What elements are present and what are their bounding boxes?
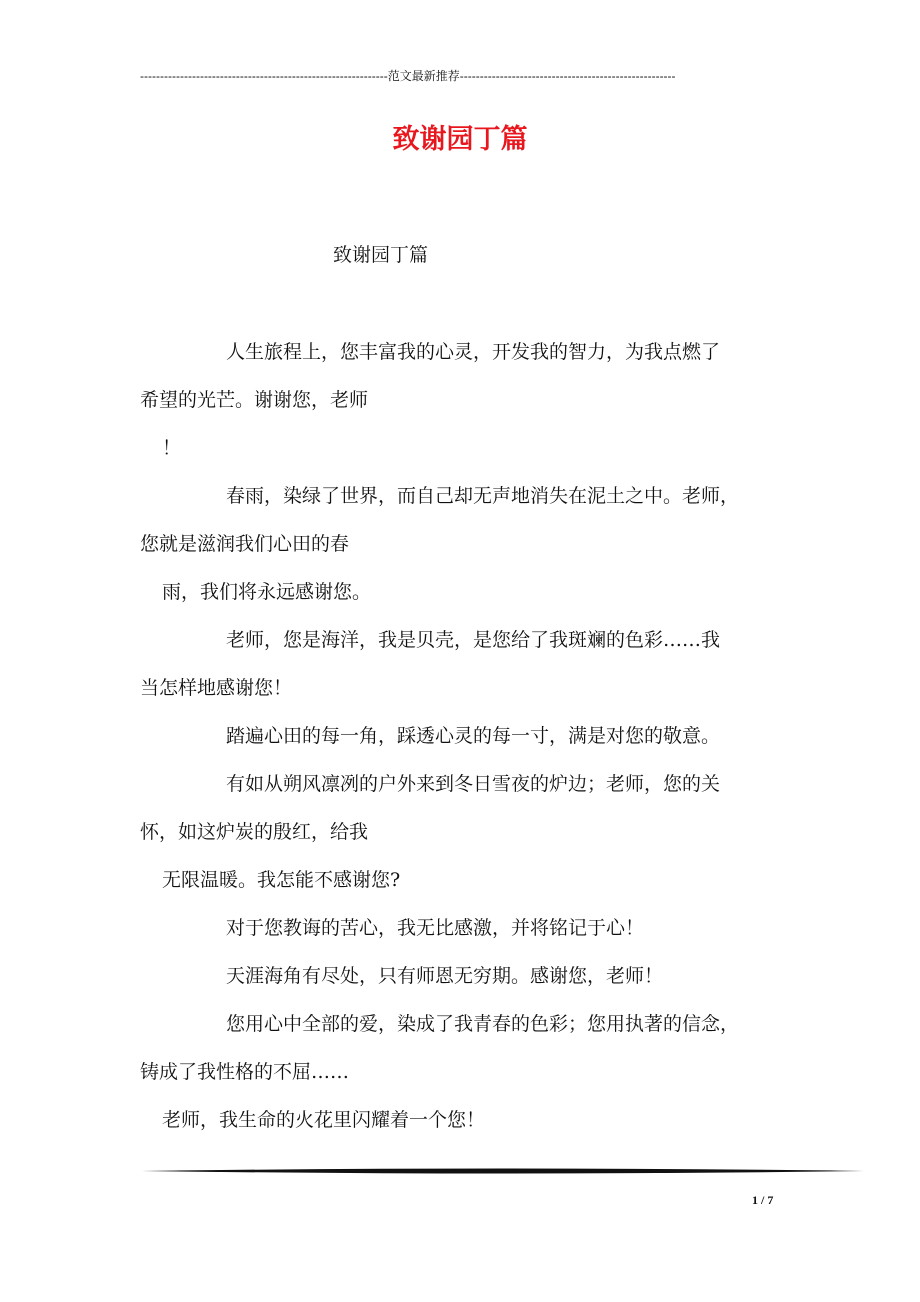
paragraph-line: 老师，您是海洋，我是贝壳，是您给了我斑斓的色彩……我 xyxy=(226,629,721,651)
paragraph-line: 人生旅程上，您丰富我的心灵，开发我的智力，为我点燃了 xyxy=(226,341,721,363)
document-body xyxy=(140,334,790,1150)
paragraph-line: ！ xyxy=(162,437,182,459)
paragraph-line: 天涯海角有尽处，只有师恩无穷期。感谢您，老师！ xyxy=(226,965,664,987)
paragraph-line: 当怎样地感谢您！ xyxy=(140,677,293,699)
paragraph-line: 雨，我们将永远感谢您。 xyxy=(162,581,372,603)
paragraph-line: 您就是滋润我们心田的春 xyxy=(140,533,350,555)
paragraph-line: 无限温暖。我怎能不感谢您? xyxy=(162,869,401,891)
paragraph-line: 铸成了我性格的不屈…… xyxy=(140,1061,350,1083)
paragraph-line: 希望的光芒。谢谢您，老师 xyxy=(140,389,369,411)
paragraph-line: 老师，我生命的火花里闪耀着一个您！ xyxy=(162,1109,486,1131)
paragraph-line: 对于您教诲的苦心，我无比感激，并将铭记于心！ xyxy=(226,917,645,939)
footer-divider xyxy=(142,1168,864,1174)
paragraph-line: 有如从朔风凛冽的户外来到冬日雪夜的炉边；老师，您的关 xyxy=(226,773,721,795)
paragraph-line: 踏遍心田的每一角，踩透心灵的每一寸，满是对您的敬意。 xyxy=(226,725,721,747)
page-number: 1 / 7 xyxy=(752,1193,774,1207)
paragraph-line: 怀，如这炉炭的殷红，给我 xyxy=(140,821,369,843)
paragraph-line: 您用心中全部的爱，染成了我青春的色彩；您用执著的信念， xyxy=(226,1013,740,1035)
document-subtitle: 致谢园丁篇 xyxy=(333,244,429,266)
header-rule: --------------------------------------------------------------范文最新推荐------------------------------------------------------ xyxy=(140,69,676,83)
document-title: 致谢园丁篇 xyxy=(392,124,528,155)
paragraph-line: 春雨，染绿了世界，而自己却无声地消失在泥土之中。老师， xyxy=(226,485,740,507)
